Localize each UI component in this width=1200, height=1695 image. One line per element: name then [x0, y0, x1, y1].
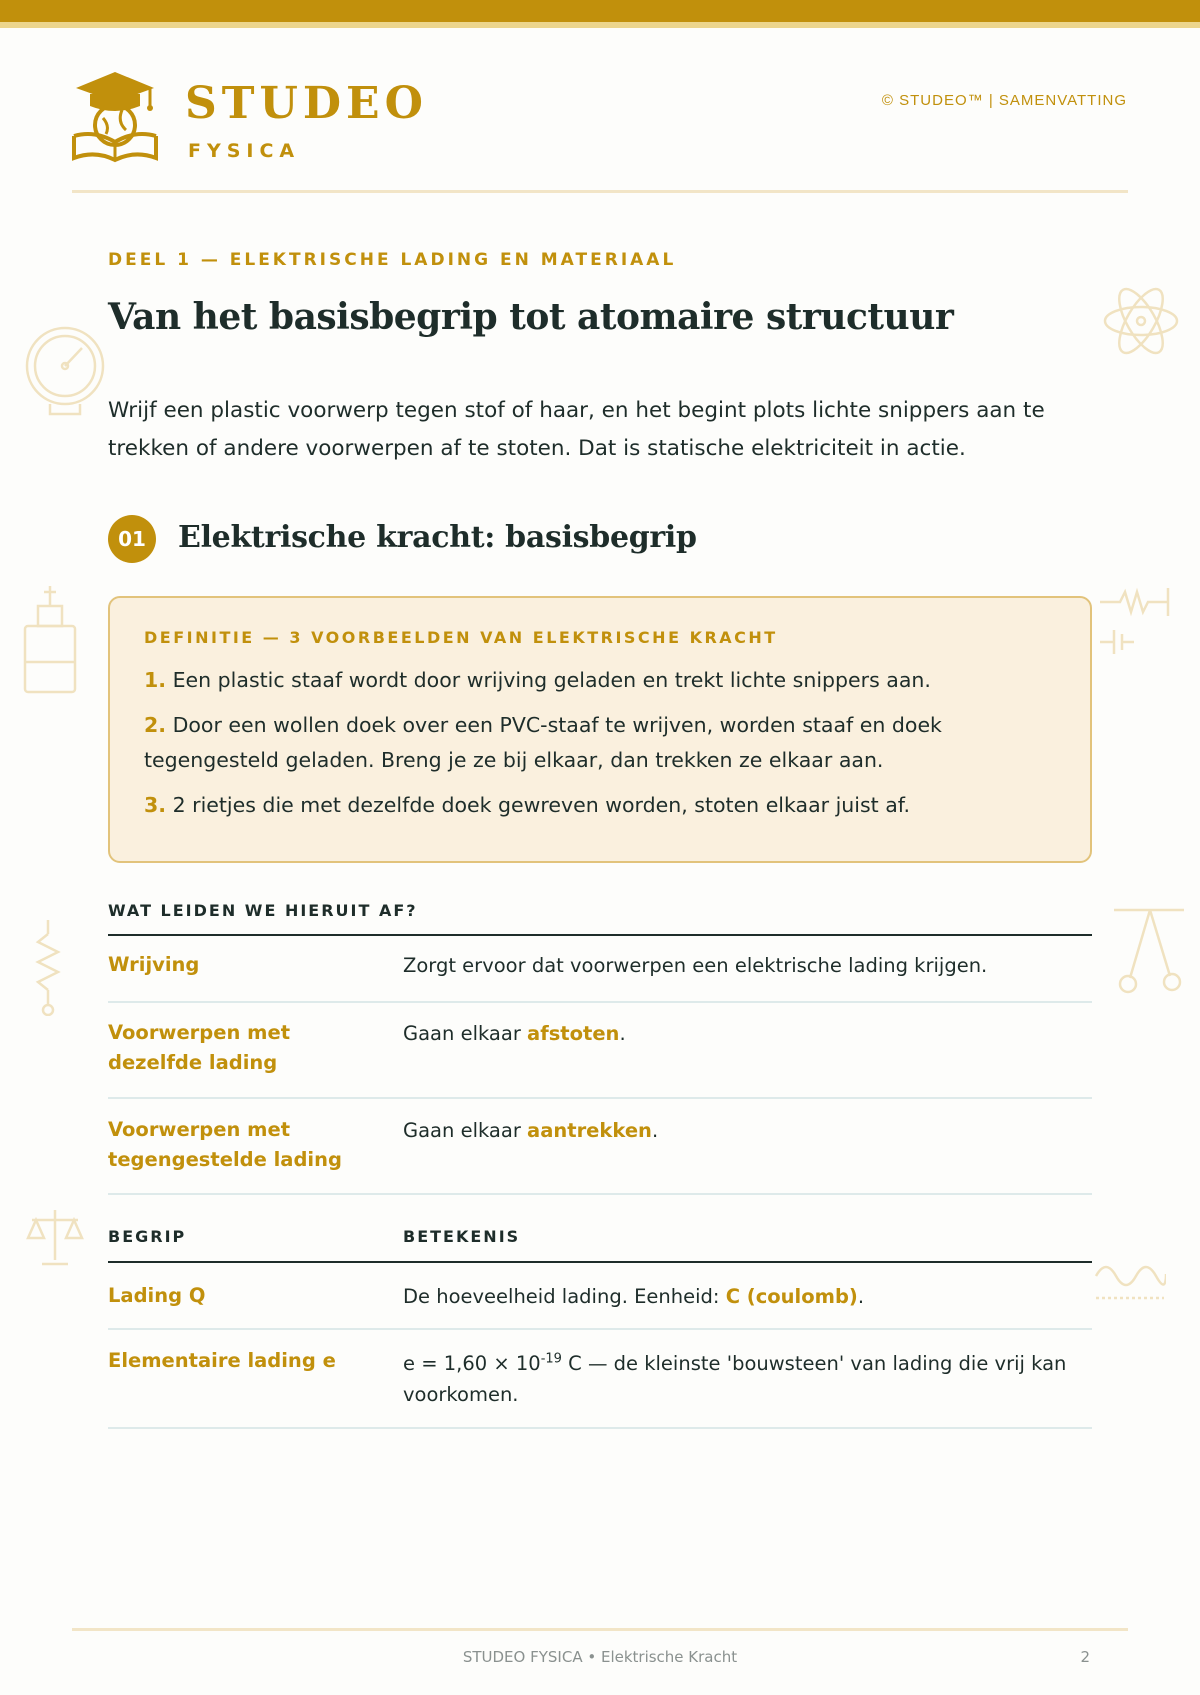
concept-description	[403, 1348, 1093, 1410]
footer-text: STUDEO FYSICA • Elektrische Kracht	[462, 1648, 738, 1666]
top-accent-bar-light	[0, 22, 1200, 28]
conclusions-table-top-rule	[108, 934, 1092, 936]
conclusion-term: Wrijving	[108, 953, 200, 976]
section-title: Elektrische kracht: basisbegrip	[178, 520, 697, 555]
definition-item	[144, 708, 1058, 778]
graduation-cap-globe-book-icon	[70, 70, 160, 166]
concept-term: Lading Q	[108, 1284, 206, 1307]
page-title: Van het basisbegrip tot atomaire structuur	[108, 296, 954, 338]
footer-divider	[72, 1628, 1128, 1631]
column-header-meaning: BETEKENIS	[403, 1227, 521, 1246]
brand-header	[70, 70, 490, 170]
part-label: DEEL 1 — ELEKTRISCHE LADING EN MATERIAAL	[108, 250, 677, 270]
highlight-term: aantrekken	[527, 1119, 652, 1142]
concept-term: Elementaire lading e	[108, 1349, 336, 1372]
brand-name: STUDEO	[185, 78, 428, 129]
pendulum-icon	[1112, 906, 1186, 996]
balance-scale-icon	[26, 1206, 84, 1268]
gauge-icon	[24, 326, 106, 418]
wave-icon	[1094, 1256, 1166, 1304]
page-number: 2	[1080, 1648, 1090, 1666]
conclusion-description	[403, 1018, 1093, 1049]
description-text: Gaan elkaar	[403, 1119, 528, 1142]
top-accent-bar	[0, 0, 1200, 22]
definition-item-number: 2.	[144, 713, 167, 737]
conclusion-term: Voorwerpen met tegengestelde lading	[108, 1118, 342, 1171]
table-row-divider	[108, 1001, 1092, 1003]
concepts-table-top-rule	[108, 1261, 1092, 1263]
section-number-badge: 01	[108, 515, 156, 563]
exponent: -19	[540, 1351, 562, 1367]
description-text: De hoeveelheid lading. Eenheid:	[403, 1285, 726, 1308]
definition-item-number: 3.	[144, 793, 167, 817]
table-row-divider	[108, 1097, 1092, 1099]
conclusion-description: Zorgt ervoor dat voorwerpen een elektrische lading krijgen.	[403, 954, 988, 977]
description-text: .	[651, 1119, 659, 1142]
conclusion-description	[403, 1115, 1093, 1146]
circuit-icon	[1098, 584, 1170, 656]
intro-paragraph: Wrijf een plastic voorwerp tegen stof of haar, en het begint plots lichte snippers aan te trekken of andere voorwerpen af te stoten. Dat is statische elektriciteit in actie.	[108, 398, 1045, 461]
battery-icon	[22, 584, 78, 694]
definition-heading: DEFINITIE — 3 VOORBEELDEN VAN ELEKTRISCHE KRACHT	[144, 628, 778, 647]
description-text: .	[857, 1285, 865, 1308]
definition-item-text: Door een wollen doek over een PVC-staaf te wrijven, worden staaf en doek tegengesteld geladen. Breng je ze bij elkaar, dan trekken ze elkaar aan.	[144, 713, 942, 772]
resistor-icon	[34, 918, 62, 1016]
conclusion-term: Voorwerpen met dezelfde lading	[108, 1021, 291, 1074]
highlight-term: afstoten	[527, 1022, 620, 1045]
description-text: Gaan elkaar	[403, 1022, 528, 1045]
definition-box	[108, 596, 1092, 863]
copyright-label: © STUDEO™ | SAMENVATTING	[881, 92, 1127, 109]
table-row-divider	[108, 1427, 1092, 1429]
description-text: e = 1,60 × 10	[403, 1352, 541, 1375]
definition-item	[144, 788, 1058, 823]
concept-description	[403, 1281, 1093, 1312]
brand-subtitle: FYSICA	[188, 140, 301, 162]
table-row-divider	[108, 1328, 1092, 1330]
definition-item-number: 1.	[144, 668, 167, 692]
conclusions-heading: WAT LEIDEN WE HIERUIT AF?	[108, 901, 418, 920]
header-divider	[72, 190, 1128, 193]
table-row-divider	[108, 1193, 1092, 1195]
description-text: .	[619, 1022, 626, 1045]
description-text: C — de kleinste 'bouwsteen' van lading die vrij kan voorkomen.	[403, 1352, 1067, 1406]
highlight-term: C (coulomb)	[725, 1285, 858, 1308]
atom-icon	[1102, 282, 1180, 360]
definition-item-text: 2 rietjes die met dezelfde doek gewreven worden, stoten elkaar juist af.	[172, 793, 911, 817]
column-header-term: BEGRIP	[108, 1227, 187, 1246]
definition-item-text: Een plastic staaf wordt door wrijving geladen en trekt lichte snippers aan.	[172, 668, 931, 692]
definition-item	[144, 663, 1058, 698]
